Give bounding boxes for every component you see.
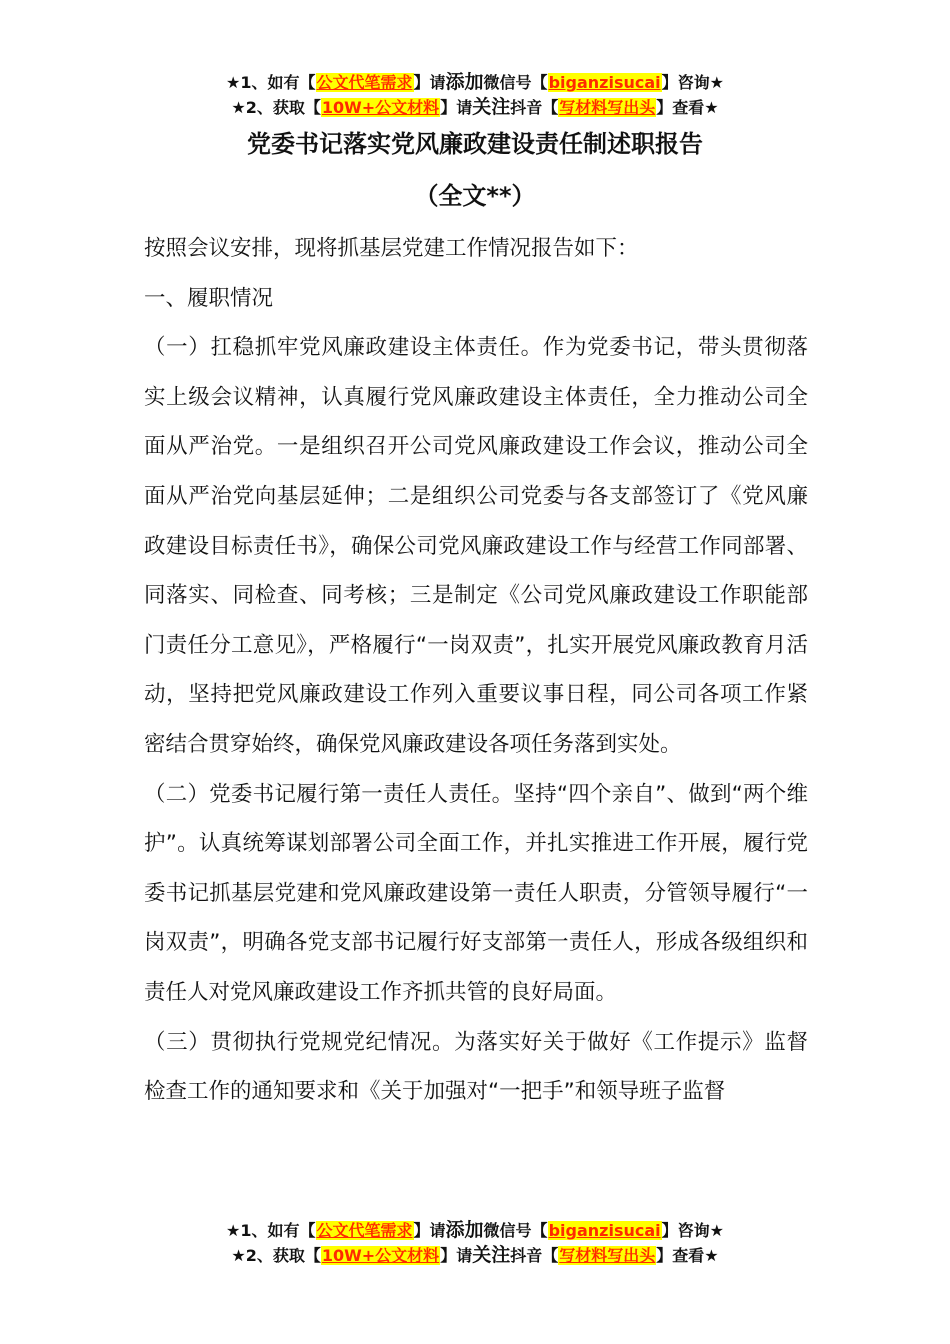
section-heading: 一、履职情况: [144, 285, 274, 311]
banner-text: 】请: [413, 73, 446, 92]
document-subtitle: （全文**）: [414, 182, 536, 210]
banner-text: 】查看★: [656, 98, 719, 117]
banner-emphasis: 添加: [445, 1219, 484, 1241]
banner-text: 微信号【: [483, 73, 548, 92]
banner-text: 】请: [440, 98, 473, 117]
banner-text: 微信号【: [483, 1221, 548, 1240]
banner-highlight-materials: 10W+公文材料: [321, 1246, 440, 1265]
banner-highlight-douyin: 写材料写出头: [559, 98, 656, 117]
banner-highlight-wechat: biganzisucai: [548, 1221, 661, 1240]
banner-emphasis: 关注: [472, 96, 511, 118]
banner-emphasis: 添加: [445, 71, 484, 93]
banner-text: ★1、如有【: [226, 1221, 316, 1240]
paragraph-1: （一）扛稳抓牢党风廉政建设主体责任。作为党委书记，带头贯彻落实上级会议精神，认真履行党风廉政建设主体责任，全力推动公司全面从严治党。一是组织召开公司党风廉政建设工作会议，推动公司全面从严治党向基层延伸；二是组织公司党委与各支部签订了《党风廉政建设目标责任书》，确保公司党风廉政建设工作与经营工作同部署、同落实、同检查、同考核；三是制定《公司党风廉政建设工作职能部门责任分工意见》，严格履行“一岗双责”，扎实开展党风廉政教育月活动，坚持把党风廉政建设工作列入重要议事日程，同公司各项工作紧密结合贯穿始终，确保党风廉政建设各项任务落到实处。: [144, 335, 808, 757]
banner-line-2: [0, 1243, 950, 1268]
banner-emphasis: 关注: [472, 1244, 511, 1266]
banner-highlight-service: 公文代笔需求: [316, 1221, 413, 1240]
footer-banner: [0, 1218, 950, 1268]
banner-highlight-service: 公文代笔需求: [316, 73, 413, 92]
document-body: [144, 224, 808, 1117]
banner-text: ★2、获取【: [231, 1246, 321, 1265]
banner-text: 】请: [413, 1221, 446, 1240]
banner-text: 】查看★: [656, 1246, 719, 1265]
banner-text: 】请: [440, 1246, 473, 1265]
banner-highlight-douyin: 写材料写出头: [559, 1246, 656, 1265]
banner-line-1: [0, 1218, 950, 1243]
banner-text: ★1、如有【: [226, 73, 316, 92]
paragraph-2: （二）党委书记履行第一责任人责任。坚持“四个亲自”、做到“两个维护”。认真统筹谋划部署公司全面工作，并扎实推进工作开展，履行党委书记抓基层党建和党风廉政建设第一责任人职责，分管领导履行“一岗双责”，明确各党支部书记履行好支部第一责任人，形成各级组织和责任人对党风廉政建设工作齐抓共管的良好局面。: [144, 781, 808, 1005]
banner-line-1: [0, 70, 950, 95]
banner-text: 抖音【: [510, 98, 559, 117]
banner-text: 】咨询★: [661, 1221, 724, 1240]
paragraph-3: （三）贯彻执行党规党纪情况。为落实好关于做好《工作提示》监督检查工作的通知要求和《关于加强对“一把手”和领导班子监督: [144, 1029, 808, 1105]
banner-highlight-materials: 10W+公文材料: [321, 98, 440, 117]
banner-text: ★2、获取【: [231, 98, 321, 117]
document-title: 党委书记落实党风廉政建设责任制述职报告: [247, 130, 703, 158]
banner-text: 】咨询★: [661, 73, 724, 92]
banner-text: 抖音【: [510, 1246, 559, 1265]
banner-highlight-wechat: biganzisucai: [548, 73, 661, 92]
paragraph-intro: 按照会议安排，现将抓基层党建工作情况报告如下：: [144, 236, 639, 261]
banner-line-2: [0, 95, 950, 120]
header-banner: [0, 70, 950, 120]
